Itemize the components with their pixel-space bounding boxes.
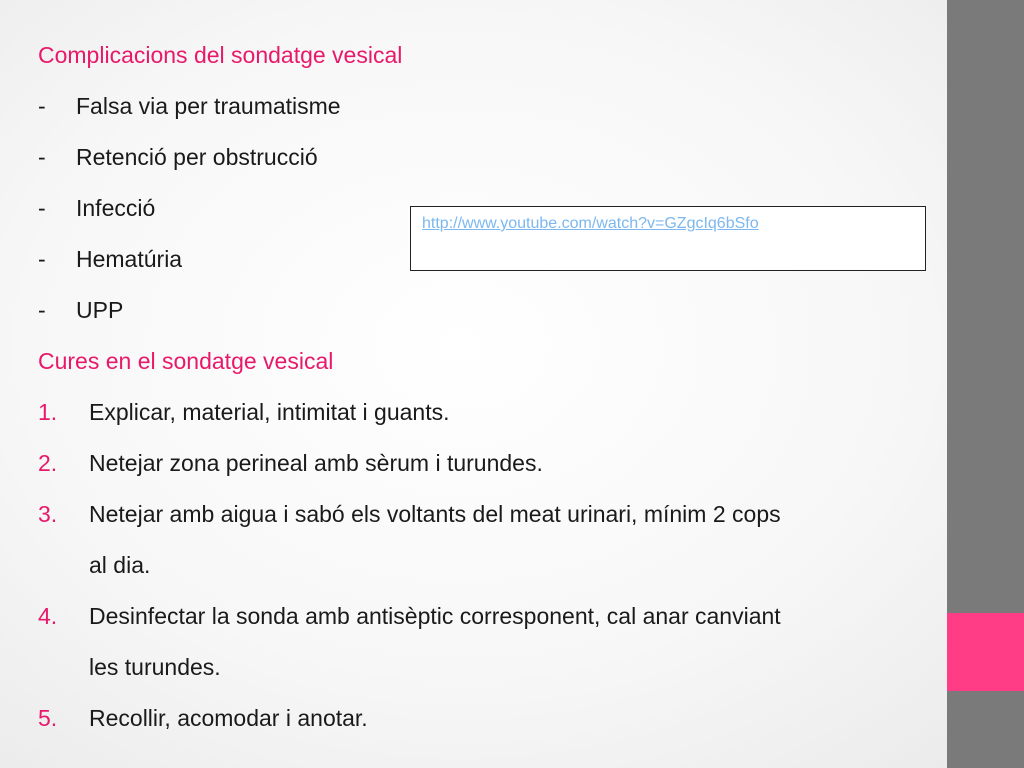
list-item <box>38 285 918 336</box>
step-text: Netejar amb aigua i sabó els voltants del meat urinari, mínim 2 cops <box>89 501 781 527</box>
heading-complications: Complicacions del sondatge vesical <box>38 42 403 68</box>
step-continuation: al dia. <box>89 552 151 578</box>
step-item <box>38 693 918 744</box>
dash-marker: - <box>38 246 46 272</box>
step-number: 2. <box>38 450 58 476</box>
step-item <box>38 438 918 489</box>
step-number: 3. <box>38 501 58 527</box>
step-text: Desinfectar la sonda amb antisèptic corresponent, cal anar canviant <box>89 603 781 629</box>
step-item <box>38 387 918 438</box>
list-item <box>38 81 918 132</box>
step-number: 4. <box>38 603 58 629</box>
video-link[interactable]: http://www.youtube.com/watch?v=GZgcIq6bSfo <box>422 215 759 232</box>
step-number: 5. <box>38 705 58 731</box>
list-item-text: Hematúria <box>76 246 183 272</box>
heading-care: Cures en el sondatge vesical <box>38 348 334 374</box>
step-text: Explicar, material, intimitat i guants. <box>89 399 450 425</box>
step-item <box>38 591 918 642</box>
list-item-text: Retenció per obstrucció <box>76 144 318 170</box>
accent-block <box>947 613 1024 691</box>
list-item-text: UPP <box>76 297 124 323</box>
dash-marker: - <box>38 144 46 170</box>
slide-content <box>38 30 918 744</box>
step-text: Netejar zona perineal amb sèrum i turundes. <box>89 450 543 476</box>
list-item-text: Infecció <box>76 195 156 221</box>
step-number: 1. <box>38 399 58 425</box>
dash-marker: - <box>38 93 46 119</box>
step-item <box>38 489 918 540</box>
list-item <box>38 132 918 183</box>
step-continuation: les turundes. <box>89 654 221 680</box>
step-text: Recollir, acomodar i anotar. <box>89 705 368 731</box>
list-item-text: Falsa via per traumatisme <box>76 93 341 119</box>
dash-marker: - <box>38 195 46 221</box>
dash-marker: - <box>38 297 46 323</box>
link-box <box>410 206 926 271</box>
